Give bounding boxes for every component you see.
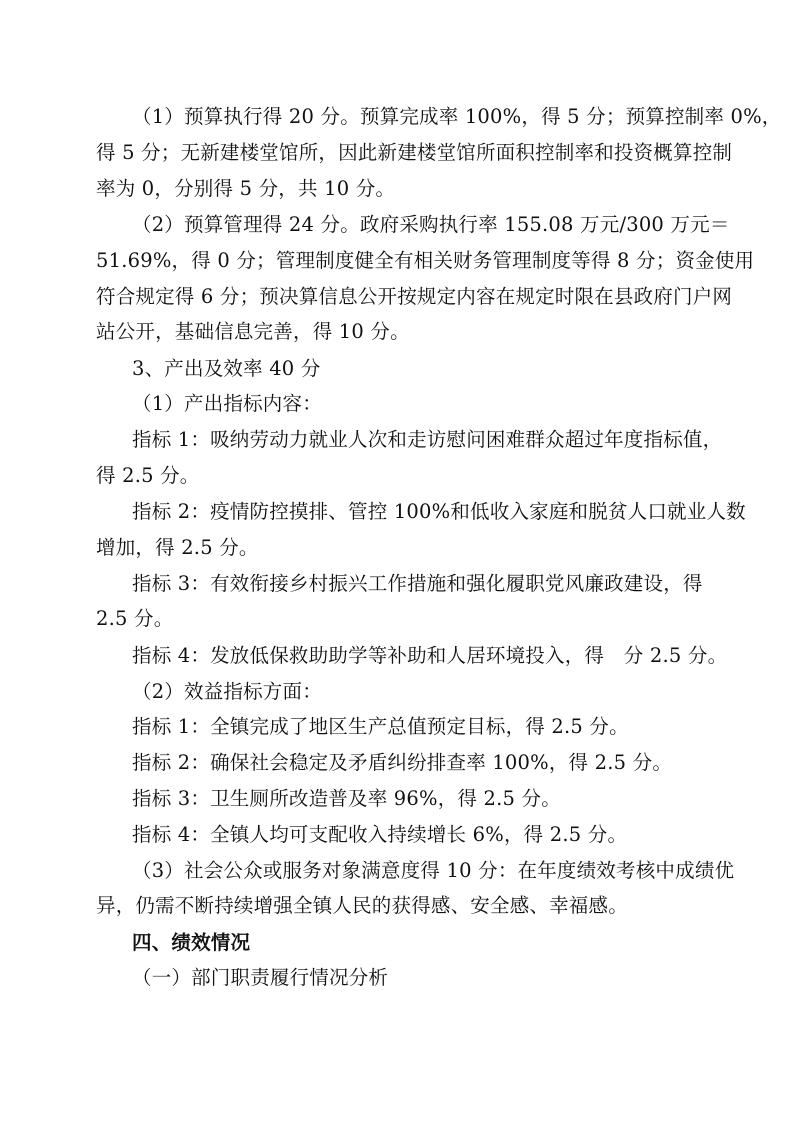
- paragraph-budget-execution: （1）预算执行得 20 分。预算完成率 100%，得 5 分；预算控制率 0%，: [132, 105, 782, 128]
- paragraph-budget-management: （2）预算管理得 24 分。政府采购执行率 155.08 万元/300 万元＝: [132, 213, 730, 236]
- output-indicator-3: 指标 3：有效衔接乡村振兴工作措施和强化履职党风廉政建设，得: [132, 572, 703, 595]
- subsection-benefit-indicators: （2）效益指标方面：: [132, 680, 322, 703]
- output-indicator-1: 指标 1：吸纳劳动力就业人次和走访慰问困难群众超过年度指标值，: [132, 428, 723, 451]
- output-indicator-4: 指标 4：发放低保救助助学等补助和人居环境投入，得 分 2.5 分。: [132, 644, 728, 667]
- heading-performance: 四、绩效情况: [132, 931, 251, 954]
- paragraph-budget-management-cont-3: 站公开，基础信息完善，得 10 分。: [96, 320, 410, 343]
- subheading-duty-analysis: （一）部门职责履行情况分析: [132, 966, 389, 989]
- subsection-output-indicators: （1）产出指标内容：: [132, 392, 322, 415]
- output-indicator-2: 指标 2：疫情防控摸排、管控 100%和低收入家庭和脱贫人口就业人数: [132, 500, 746, 523]
- paragraph-budget-execution-cont-2: 率为 0，分别得 5 分，共 10 分。: [96, 177, 396, 200]
- output-indicator-2-cont: 增加，得 2.5 分。: [96, 536, 259, 559]
- benefit-indicator-3: 指标 3：卫生厕所改造普及率 96%，得 2.5 分。: [132, 787, 561, 810]
- paragraph-budget-execution-cont-1: 得 5 分；无新建楼堂馆所，因此新建楼堂馆所面积控制率和投资概算控制: [96, 141, 733, 164]
- paragraph-budget-management-cont-2: 符合规定得 6 分；预决算信息公开按规定内容在规定时限在县政府门户网: [96, 285, 733, 308]
- section-output-efficiency: 3、产出及效率 40 分: [132, 357, 321, 380]
- output-indicator-3-cont: 2.5 分。: [96, 607, 174, 630]
- benefit-indicator-4: 指标 4：全镇人均可支配收入持续增长 6%，得 2.5 分。: [132, 823, 628, 846]
- paragraph-satisfaction: （3）社会公众或服务对象满意度得 10 分：在年度绩效考核中成绩优: [132, 859, 735, 882]
- benefit-indicator-2: 指标 2：确保社会稳定及矛盾纠纷排查率 100%，得 2.5 分。: [132, 751, 673, 774]
- output-indicator-1-cont: 得 2.5 分。: [96, 464, 200, 487]
- benefit-indicator-1: 指标 1：全镇完成了地区生产总值预定目标，得 2.5 分。: [132, 715, 629, 738]
- paragraph-satisfaction-cont: 异，仍需不断持续增强全镇人民的获得感、安全感、幸福感。: [96, 894, 628, 917]
- paragraph-budget-management-cont-1: 51.69%，得 0 分；管理制度健全有相关财务管理制度等得 8 分；资金使用: [96, 249, 755, 272]
